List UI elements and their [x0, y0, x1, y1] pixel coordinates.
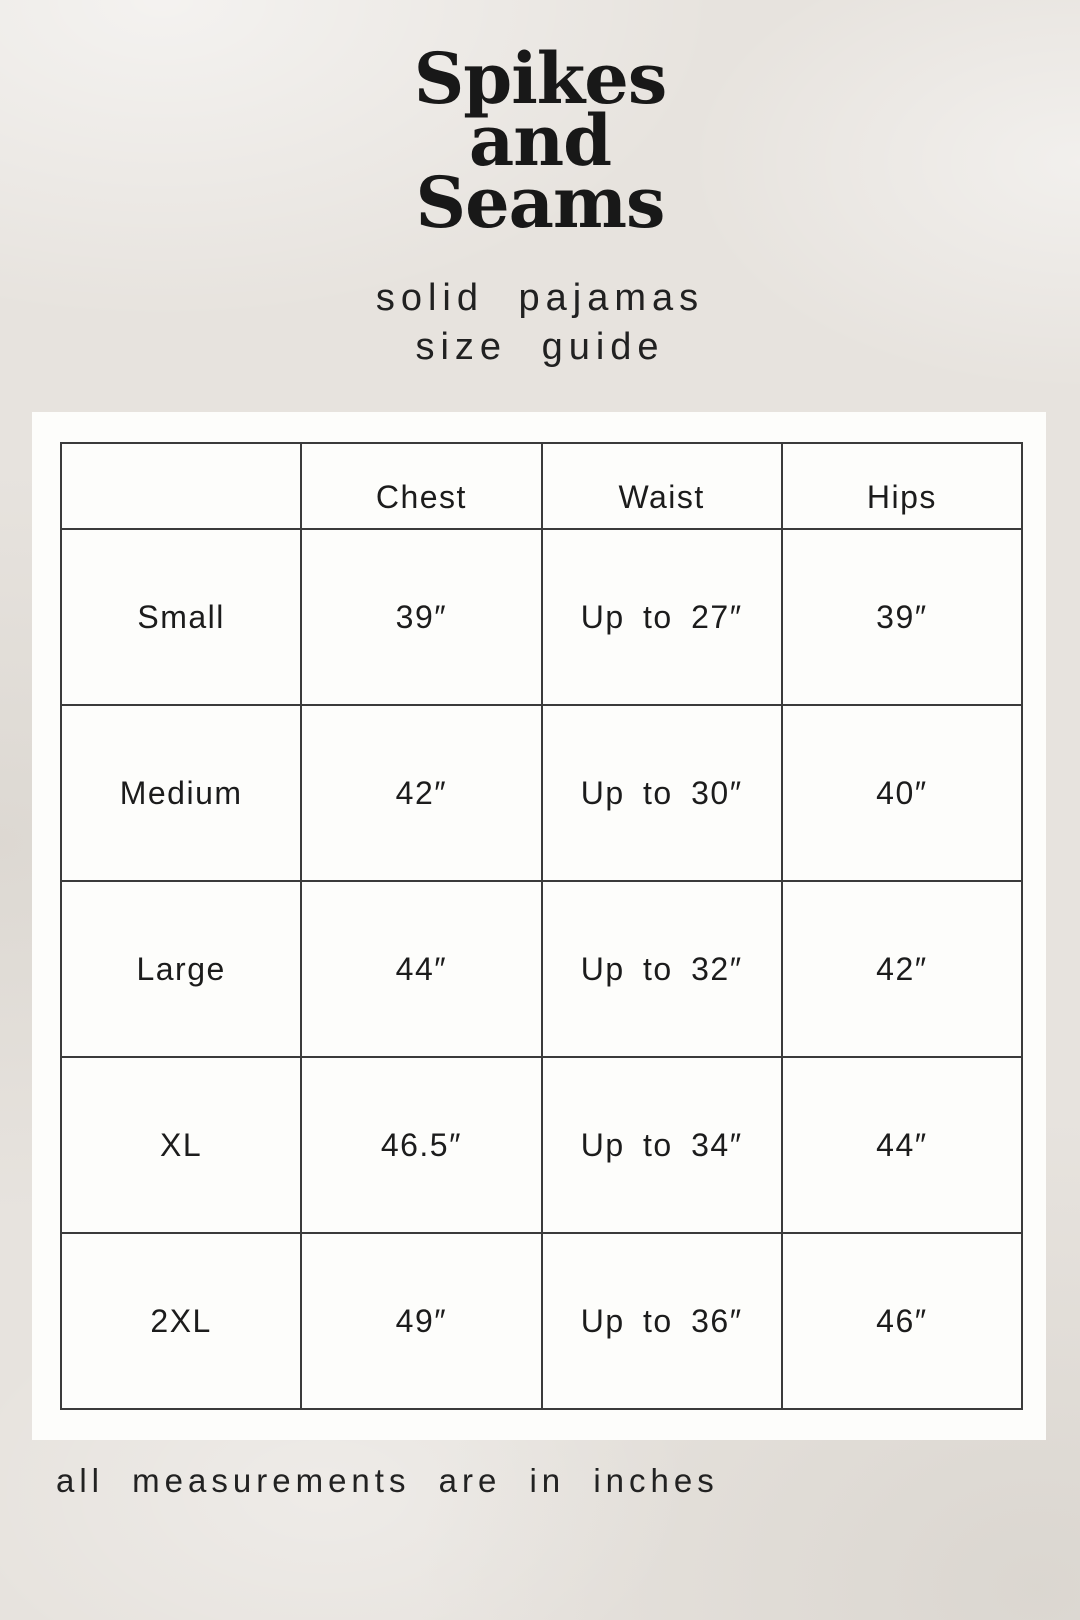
col-header-size — [61, 443, 301, 529]
col-header-chest: Chest — [301, 443, 541, 529]
col-header-waist: Waist — [542, 443, 782, 529]
hips-value: 39″ — [782, 529, 1022, 705]
col-header-hips: Hips — [782, 443, 1022, 529]
brand-line-2: and — [468, 99, 612, 182]
hips-value: 46″ — [782, 1233, 1022, 1409]
table-row-2xl — [61, 1233, 1022, 1409]
size-table — [60, 442, 1023, 1410]
chest-value: 42″ — [301, 705, 541, 881]
brand-line-1: Spikes — [413, 37, 667, 120]
header-row — [61, 443, 1022, 529]
subtitle-line-1: solid pajamas — [375, 277, 705, 319]
page-subtitle — [0, 274, 1080, 372]
size-table-header — [61, 443, 1022, 529]
table-row-small — [61, 529, 1022, 705]
table-row-large — [61, 881, 1022, 1057]
chest-value: 44″ — [301, 881, 541, 1057]
chest-value: 39″ — [301, 529, 541, 705]
size-label: Large — [61, 881, 301, 1057]
brand-logo — [0, 37, 1080, 244]
chest-value: 49″ — [301, 1233, 541, 1409]
table-row-xl — [61, 1057, 1022, 1233]
waist-value: Up to 34″ — [542, 1057, 782, 1233]
size-label: XL — [61, 1057, 301, 1233]
subtitle-line-2: size guide — [415, 326, 665, 368]
waist-value: Up to 27″ — [542, 529, 782, 705]
measurements-note: all measurements are in inches — [56, 1462, 719, 1499]
size-table-body — [61, 529, 1022, 1409]
waist-value: Up to 30″ — [542, 705, 782, 881]
table-row-medium — [61, 705, 1022, 881]
size-label: Medium — [61, 705, 301, 881]
size-label: Small — [61, 529, 301, 705]
waist-value: Up to 36″ — [542, 1233, 782, 1409]
hips-value: 40″ — [782, 705, 1022, 881]
chest-value: 46.5″ — [301, 1057, 541, 1233]
hips-value: 42″ — [782, 881, 1022, 1057]
hips-value: 44″ — [782, 1057, 1022, 1233]
brand-line-3: Seams — [415, 161, 665, 244]
waist-value: Up to 32″ — [542, 881, 782, 1057]
size-table-panel — [32, 412, 1046, 1440]
size-label: 2XL — [61, 1233, 301, 1409]
